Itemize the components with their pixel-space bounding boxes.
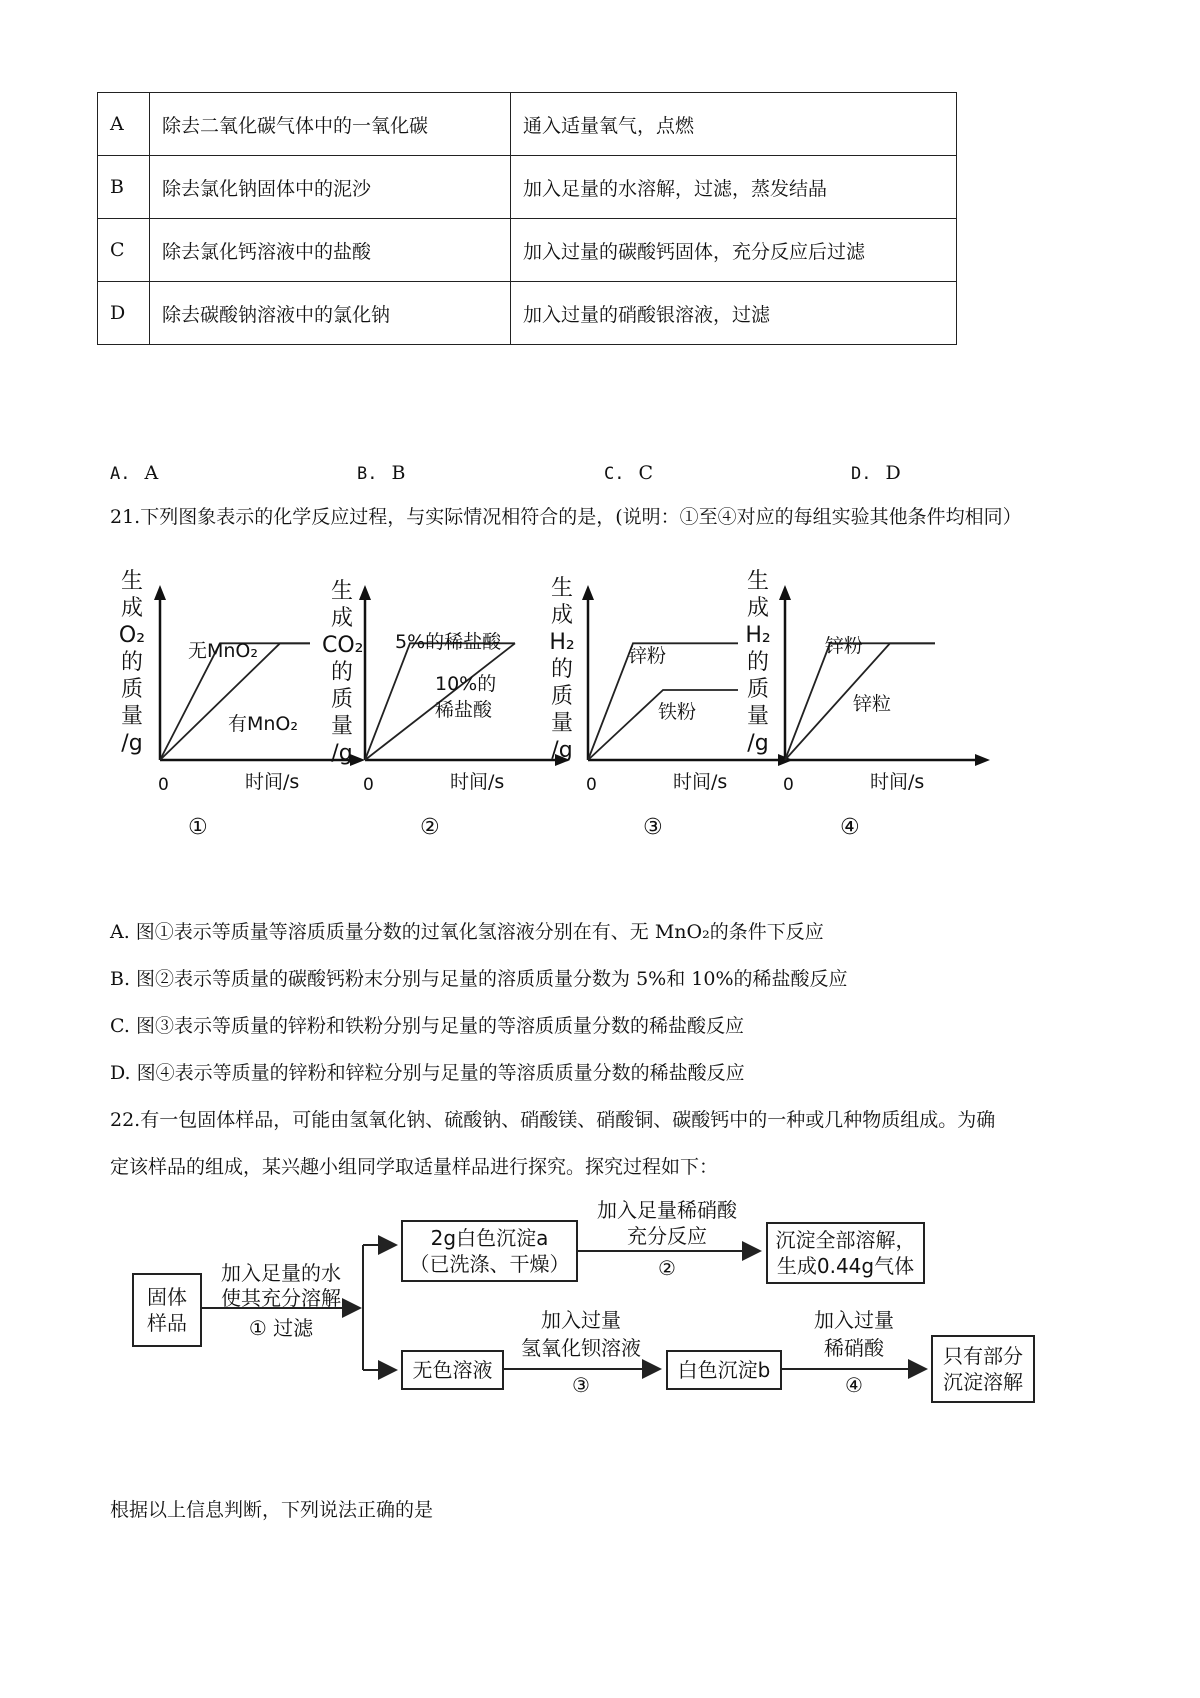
row-purpose: 除去二氧化碳气体中的一氧化碳 (150, 93, 511, 156)
y-axis-label-char: H₂ (745, 623, 771, 648)
q21-option-a: A. 图①表示等质量等溶质质量分数的过氧化氢溶液分别在有、无 MnO₂的条件下反应 (110, 921, 824, 943)
y-axis-label-char: 质 (120, 677, 143, 702)
origin-label: 0 (363, 775, 374, 795)
q20-option-b (357, 460, 406, 487)
chart-number: ① (188, 815, 208, 840)
y-axis-label (112, 568, 152, 757)
label-step2-top: 加入足量稀硝酸 (597, 1198, 737, 1222)
chart-number: ③ (643, 815, 663, 840)
box-result-a: 沉淀全部溶解， 生成0.44g气体 (766, 1222, 925, 1284)
y-axis-label-char: 质 (550, 684, 573, 709)
row-method: 加入足量的水溶解，过滤，蒸发结晶 (511, 156, 957, 219)
y-axis-label-char: 量 (550, 711, 573, 736)
y-axis-arrow (779, 585, 791, 600)
series-label: 无MnO₂ (188, 640, 259, 662)
x-axis-label: 时间/s (870, 771, 925, 793)
q21-option-c: C. 图③表示等质量的锌粉和铁粉分别与足量的等溶质质量分数的稀盐酸反应 (110, 1015, 744, 1037)
y-axis-label-char: 成 (746, 596, 769, 621)
y-axis-label-char: 成 (330, 606, 353, 631)
label-step4-mid: 稀硝酸 (824, 1336, 884, 1360)
table-row (98, 282, 957, 345)
x-axis-label: 时间/s (673, 771, 728, 793)
chart-number: ② (420, 815, 440, 840)
series-label: 锌粒 (853, 693, 892, 715)
origin-label: 0 (158, 775, 169, 795)
y-axis-label-char: 的 (330, 660, 353, 685)
row-purpose: 除去氯化钙溶液中的盐酸 (150, 219, 511, 282)
series-label: 10%的 (435, 673, 497, 695)
row-letter: A (98, 93, 150, 156)
y-axis-label-char: 成 (120, 596, 143, 621)
y-axis-label-char: O₂ (118, 623, 146, 648)
y-axis-label-char: 质 (746, 677, 769, 702)
series-label: 5%的稀盐酸 (395, 631, 502, 653)
label-step2-mid: 充分反应 (627, 1224, 707, 1248)
x-axis-arrow (975, 754, 990, 766)
table-row (98, 156, 957, 219)
series-label: 锌粉 (628, 645, 667, 667)
y-axis-label-char: 质 (330, 687, 353, 712)
q21-stem: 21.下列图象表示的化学反应过程，与实际情况相符合的是，(说明：①至④对应的每组实验其他条件均相同） (110, 506, 1022, 528)
y-axis-label-char: /g (331, 741, 353, 766)
label-step2-num: ② (658, 1256, 676, 1280)
label-step3-mid: 氢氧化钡溶液 (521, 1336, 641, 1360)
origin-label: 0 (586, 775, 597, 795)
q22-conclusion: 根据以上信息判断，下列说法正确的是 (110, 1499, 434, 1521)
option-key: D. (851, 464, 872, 484)
series-label: 稀盐酸 (435, 699, 493, 721)
option-value: A (144, 462, 159, 484)
series-label: 有MnO₂ (228, 713, 299, 735)
y-axis-label (322, 578, 362, 767)
origin-label: 0 (783, 775, 794, 795)
y-axis-label-char: 量 (120, 704, 143, 729)
row-letter: C (98, 219, 150, 282)
box-precipitate-b: 白色沉淀b (666, 1350, 782, 1390)
x-axis-label: 时间/s (450, 771, 505, 793)
x-axis-label: 时间/s (245, 771, 300, 793)
q22-stem-line2: 定该样品的组成，某兴趣小组同学取适量样品进行探究。探究过程如下： (110, 1156, 719, 1178)
q20-table (97, 92, 957, 345)
label-step1-top: 加入足量的水 (221, 1261, 341, 1285)
row-method: 通入适量氧气，点燃 (511, 93, 957, 156)
q21-option-b: B. 图②表示等质量的碳酸钙粉末分别与足量的溶质质量分数为 5%和 10%的稀盐酸反应 (110, 968, 848, 990)
y-axis-label (738, 568, 778, 757)
q20-option-c (604, 460, 653, 487)
q20-option-d (851, 460, 901, 487)
y-axis-label-char: 的 (746, 650, 769, 675)
y-axis-label-char: /g (121, 731, 143, 756)
y-axis-label-char: CO₂ (322, 633, 364, 658)
y-axis-label-char: 的 (550, 657, 573, 682)
q22-stem-line1: 22.有一包固体样品，可能由氢氧化钠、硫酸钠、硝酸镁、硝酸铜、碳酸钙中的一种或几种物质组成。为确 (110, 1109, 996, 1131)
y-axis-arrow (582, 585, 594, 600)
label-step3-num: ③ (572, 1373, 590, 1397)
y-axis-label-char: 成 (550, 603, 573, 628)
box-colorless-solution: 无色溶液 (401, 1350, 504, 1390)
option-key: A. (110, 464, 131, 484)
table-row (98, 219, 957, 282)
row-method: 加入过量的硝酸银溶液，过滤 (511, 282, 957, 345)
y-axis-label-char: 生 (330, 579, 353, 604)
y-axis-arrow (154, 585, 166, 600)
label-step4-top: 加入过量 (814, 1308, 894, 1332)
q21-option-d: D. 图④表示等质量的锌粉和锌粒分别与足量的等溶质质量分数的稀盐酸反应 (110, 1062, 745, 1084)
option-value: D (885, 462, 901, 484)
label-step3-top: 加入过量 (541, 1308, 621, 1332)
option-value: C (638, 462, 654, 484)
option-key: C. (604, 464, 625, 484)
y-axis-label (542, 575, 582, 764)
series-label: 铁粉 (658, 701, 697, 723)
y-axis-label-char: 生 (120, 569, 143, 594)
chart-4 (775, 570, 1005, 800)
table-row (98, 93, 957, 156)
option-value: B (391, 462, 406, 484)
row-purpose: 除去碳酸钠溶液中的氯化钠 (150, 282, 511, 345)
y-axis-label-char: 生 (746, 569, 769, 594)
row-method: 加入过量的碳酸钙固体，充分反应后过滤 (511, 219, 957, 282)
y-axis-label-char: /g (747, 731, 769, 756)
option-key: B. (357, 464, 378, 484)
y-axis-label-char: 生 (550, 576, 573, 601)
y-axis-label-char: 的 (120, 650, 143, 675)
chart-number: ④ (840, 815, 860, 840)
y-axis-label-char: 量 (746, 704, 769, 729)
series-label: 锌粉 (825, 635, 864, 657)
q22-flow-diagram (120, 1195, 1080, 1435)
q20-option-a (110, 460, 158, 487)
label-step1-mid: 使其充分溶解 (221, 1286, 341, 1310)
label-step4-num: ④ (845, 1373, 863, 1397)
y-axis-label-char: /g (551, 738, 573, 763)
y-axis-label-char: 量 (330, 714, 353, 739)
label-step1-bot: ① 过滤 (248, 1316, 314, 1340)
row-purpose: 除去氯化钠固体中的泥沙 (150, 156, 511, 219)
row-letter: B (98, 156, 150, 219)
y-axis-label-char: H₂ (549, 630, 575, 655)
box-precipitate-a: 2g白色沉淀a （已洗涤、干燥） (401, 1220, 578, 1282)
box-result-b: 只有部分 沉淀溶解 (931, 1335, 1035, 1403)
row-letter: D (98, 282, 150, 345)
box-solid-sample: 固体 样品 (132, 1273, 202, 1347)
